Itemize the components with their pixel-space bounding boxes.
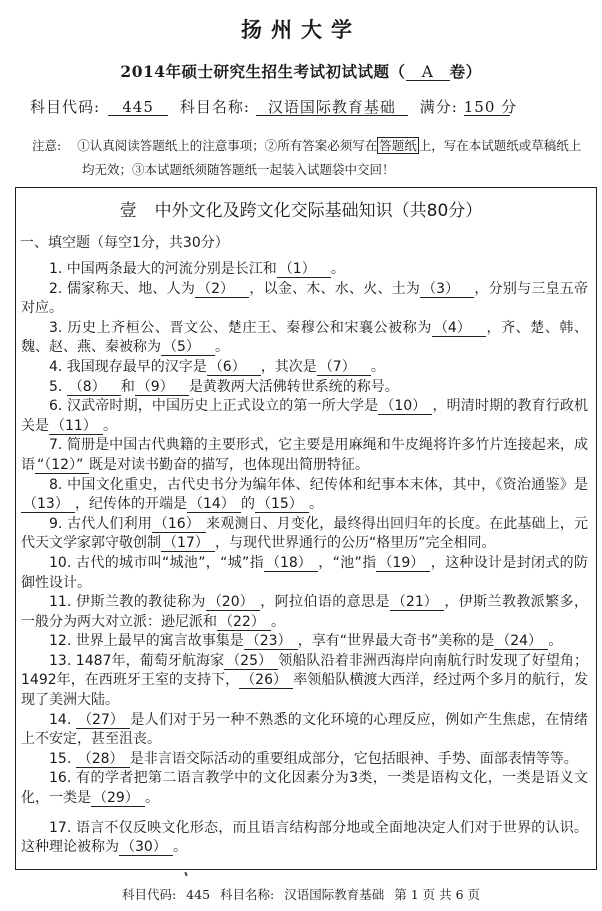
answer-blank: （27） xyxy=(76,712,130,729)
full-score-value: 150 xyxy=(463,98,496,116)
question-text: ，伊斯兰教教派繁多，一般分为两大对立派：逊尼派和 xyxy=(21,594,588,630)
notice-text-b: 上，写在本试题纸或草稿纸上 xyxy=(418,138,582,153)
question-list xyxy=(21,260,588,858)
notice-line-2: 均无效；③本试题纸须随答题纸一起装入试题袋中交回！ xyxy=(82,162,395,177)
answer-blank: （8） xyxy=(67,379,121,396)
answer-blank: （5） xyxy=(161,339,215,356)
question-text: 。 xyxy=(103,417,117,434)
question-text: 10. 古代的城市叫“城池”，“城”指 xyxy=(49,554,264,571)
question-text: ，其次是 xyxy=(260,358,317,375)
question-text: 17. 语言不仅反映文化形态，而且语言结构部分地或全面地决定人们对于世界的认识。这种理论被称为 xyxy=(21,819,588,856)
answer-blank: （13） xyxy=(21,496,75,513)
question-text: 11. 伊斯兰教的教徒称为 xyxy=(49,594,206,611)
question-text: 12. 世界上最早的寓言故事集是 xyxy=(49,633,244,650)
question-text: 既是对读书勤奋的描写，也体现出简册特征。 xyxy=(89,456,369,473)
question-text: ，齐、楚、韩、魏、赵、燕、秦被称为 xyxy=(21,319,589,356)
question-text: 领船队沿着非洲西海岸向南航行时发现了好望角；1492年，在西班牙王室的支持下， xyxy=(21,652,589,689)
answer-blank: （17） xyxy=(161,535,215,552)
question-text: 是人们对于另一种不熟悉的文化环境的心理反应，例如产生焦虑，在情绪上不安定，甚至沮丧。 xyxy=(21,711,588,748)
exam-title-prefix: 2014年硕士研究生招生考试初试试题（ xyxy=(120,62,406,81)
notice-boxed-answer-sheet: 答题纸 xyxy=(379,138,417,153)
question-text: 5. xyxy=(49,378,67,395)
question-9 xyxy=(21,515,588,554)
answer-blank: （4） xyxy=(432,320,486,337)
question-text: 。 xyxy=(173,839,187,856)
question-text: 13. 1487年，葡萄牙航海家 xyxy=(49,652,225,669)
question-text: 和 xyxy=(120,378,135,395)
question-text: ，这种设计是封闭式的防御性设计。 xyxy=(21,554,589,591)
question-text: 8. 中国文化重史，古代史书分为编年体、纪传体和纪事本末体，其中，《资治通鉴》是 xyxy=(49,476,588,493)
answer-blank: （21） xyxy=(390,594,444,611)
question-text: 7. 简册是中国古代典籍的主要形式，它主要是用麻绳和牛皮绳将许多竹片连接起来，成语 xyxy=(21,437,588,473)
question-text: 9. 古代人们利用 xyxy=(49,515,152,532)
university-name: 扬州大学 xyxy=(241,17,361,42)
answer-blank: （19） xyxy=(376,555,430,572)
question-14 xyxy=(21,711,588,750)
question-4 xyxy=(21,358,588,378)
question-text: ，分别与三皇五帝对应。 xyxy=(21,280,589,317)
subject-name: 汉语国际教育基础 xyxy=(256,99,408,116)
answer-blank: （25） xyxy=(224,653,278,670)
footer-code-label: 科目代码: xyxy=(121,887,177,902)
question-17 xyxy=(21,819,588,858)
answer-blank: （11） xyxy=(49,418,103,435)
question-text: 4. 我国现存最早的汉字是 xyxy=(49,358,207,375)
question-text: ，纪传体的开端是 xyxy=(75,496,187,513)
question-text: 是非言语交际活动的重要组成部分，它包括眼神、手势、面部表情等等。 xyxy=(129,750,578,767)
scan-speck xyxy=(184,872,187,876)
answer-blank: （28） xyxy=(76,751,130,768)
subject-meta xyxy=(30,96,518,117)
answer-blank: “（12）” xyxy=(35,457,89,474)
answer-blank: （2） xyxy=(195,281,249,298)
footer-code: 445 xyxy=(186,887,211,902)
question-text: 。 xyxy=(145,790,159,807)
answer-blank: （3） xyxy=(420,281,474,298)
part-heading: 中外文化及跨文化交际基础知识（共80分） xyxy=(154,201,483,221)
question-text: 的 xyxy=(241,496,255,513)
subject-code-label: 科目代码: xyxy=(30,98,101,116)
answer-blank: （23） xyxy=(244,633,298,650)
question-text: ，与现代世界通行的公历“格里历”完全相同。 xyxy=(215,535,496,552)
answer-blank: （29） xyxy=(91,790,145,807)
question-12 xyxy=(21,632,588,652)
answer-blank: （7） xyxy=(317,359,371,376)
part-number: 壹 xyxy=(119,201,137,221)
full-score-unit: 分 xyxy=(501,98,518,116)
question-text: 是黄教两大活佛转世系统的称号。 xyxy=(188,378,399,395)
question-8 xyxy=(21,476,588,515)
answer-blank: （22） xyxy=(217,614,271,631)
answer-blank: （26） xyxy=(239,672,293,689)
answer-blank: （16） xyxy=(152,516,206,533)
question-7 xyxy=(21,436,588,475)
question-text: 。 xyxy=(271,613,285,630)
subject-name-label: 科目名称: xyxy=(179,98,250,116)
exam-title xyxy=(0,60,602,82)
answer-blank: （9） xyxy=(135,379,189,396)
answer-blank: （30） xyxy=(119,839,173,856)
notice-text-a: ①认真阅读答题纸上的注意事项；②所有答案必须写在 xyxy=(77,138,378,153)
exam-title-suffix: 卷） xyxy=(449,62,482,81)
full-score-label: 满分: xyxy=(419,98,458,116)
answer-blank: （24） xyxy=(494,633,548,650)
part-title xyxy=(0,196,602,221)
question-text: 15. xyxy=(49,750,76,767)
question-text: 。 xyxy=(215,339,229,356)
answer-blank: （14） xyxy=(187,496,241,513)
question-text: ，以金、木、水、火、土为 xyxy=(249,280,421,297)
question-text: 率领船队横渡大西洋，经过两个多月的航行，发现了美洲大陆。 xyxy=(21,672,588,709)
question-10 xyxy=(21,554,588,593)
question-text: 。 xyxy=(548,633,563,650)
question-5 xyxy=(21,378,588,398)
answer-blank: （6） xyxy=(207,359,261,376)
footer-name: 汉语国际教育基础 xyxy=(284,887,385,902)
page-number: 第 1 页 共 6 页 xyxy=(394,887,481,902)
notice-label: 注意: xyxy=(32,138,62,153)
notice-line-1 xyxy=(32,136,581,154)
question-text: 。 xyxy=(330,261,345,277)
subject-code: 445 xyxy=(108,99,168,116)
question-text: 2. 儒家称天、地、人为 xyxy=(49,280,196,297)
question-11 xyxy=(21,593,588,632)
answer-blank: （18） xyxy=(264,555,318,572)
question-15 xyxy=(21,750,588,770)
question-3 xyxy=(21,319,588,358)
question-text: ，“池”指 xyxy=(317,554,377,571)
answer-blank: （20） xyxy=(206,594,260,611)
question-6 xyxy=(21,397,588,436)
answer-blank: （10） xyxy=(378,398,432,415)
section-title: 一、填空题（每空1分，共30分） xyxy=(20,235,229,251)
question-text: 。 xyxy=(370,358,385,375)
question-text: 16. 有的学者把第二语言教学中的文化因素分为3类，一类是语构文化，一类是语义文化，一类是 xyxy=(21,770,588,807)
question-text: ，享有“世界最大奇书”美称的是 xyxy=(297,633,495,650)
question-1 xyxy=(21,260,588,280)
answer-blank: （1） xyxy=(277,261,331,278)
question-text: 14. xyxy=(49,711,77,728)
question-16 xyxy=(21,769,588,808)
question-text: 来观测日、月变化，最终得出回归年的长度。在此基础上，元代天文学家郭守敬创制 xyxy=(21,515,589,552)
question-text: ，阿拉伯语的意思是 xyxy=(259,594,390,611)
question-text: ，明清时期的教育行政机关是 xyxy=(21,398,589,434)
question-text: 1. 中国两条最大的河流分别是长江和 xyxy=(49,261,277,277)
question-2 xyxy=(21,280,588,319)
page-footer xyxy=(0,885,602,903)
answer-blank: （15） xyxy=(255,496,309,513)
question-text: 。 xyxy=(309,496,323,513)
full-score xyxy=(463,98,518,116)
question-text: 6. 汉武帝时期，中国历史上正式设立的第一所大学是 xyxy=(49,398,379,415)
question-text: 3. 历史上齐桓公、晋文公、楚庄王、秦穆公和宋襄公被称为 xyxy=(49,319,432,336)
question-13 xyxy=(21,652,588,711)
footer-name-label: 科目名称: xyxy=(220,887,275,902)
paper-version: A xyxy=(406,64,450,81)
